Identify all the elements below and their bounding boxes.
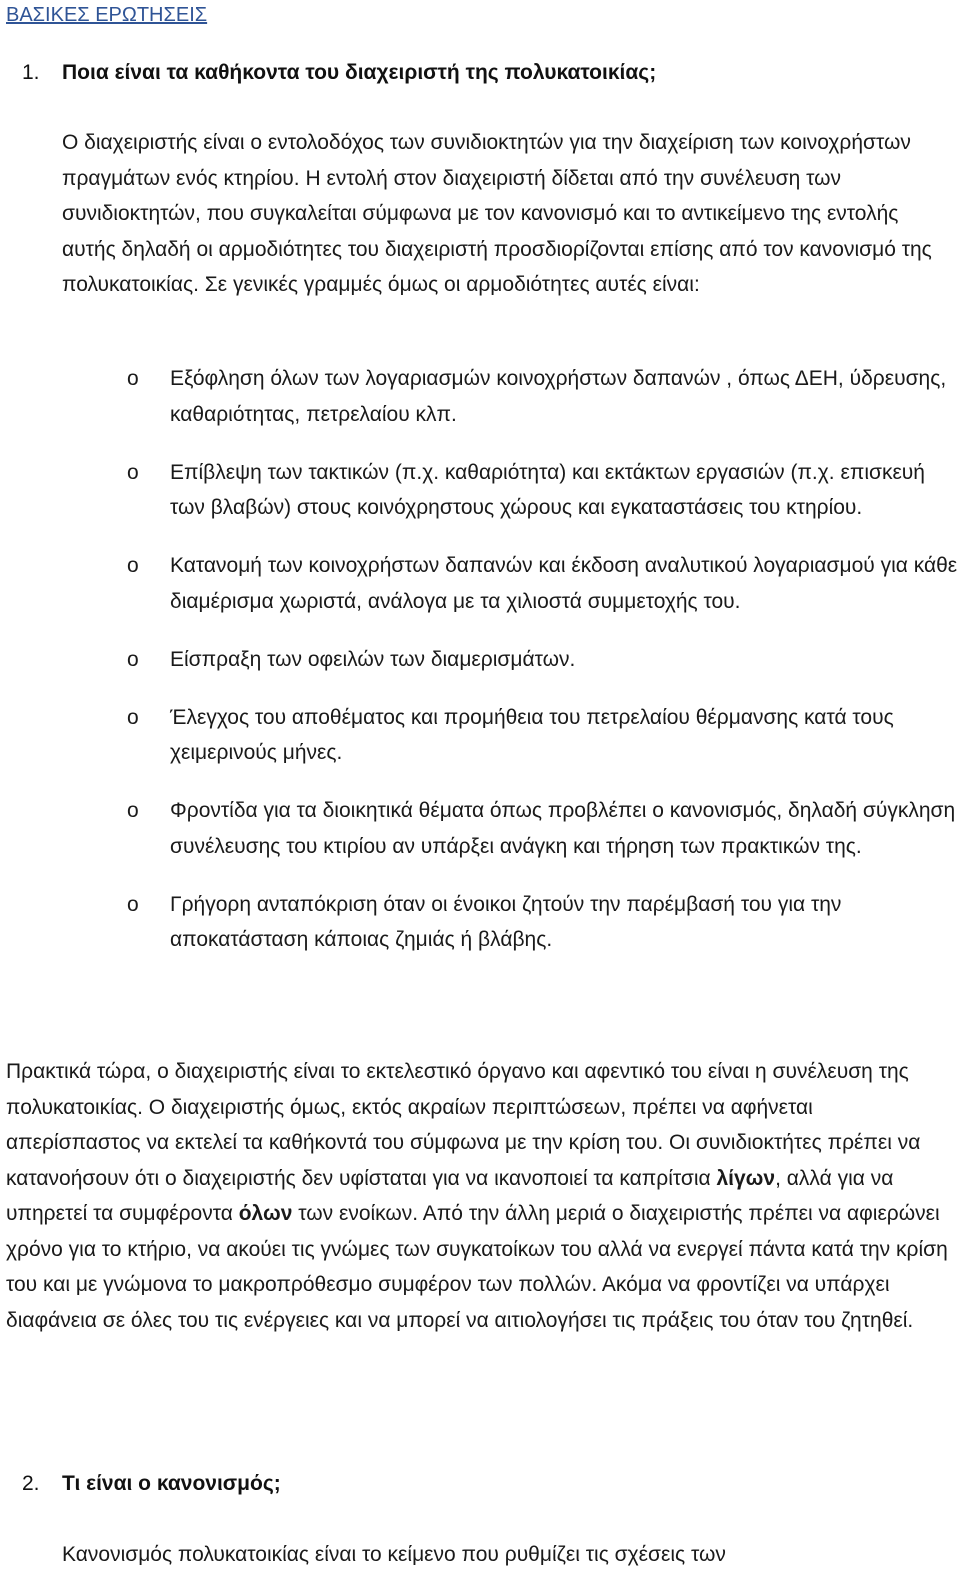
list-item-text: Έλεγχος του αποθέματος και προμήθεια του πετρελαίου θέρμανσης κατά τους χειμερινούς μήνες.	[170, 705, 894, 764]
question-1-text: Ποια είναι τα καθήκοντα του διαχειριστή της πολυκατοικίας;	[62, 61, 657, 84]
question-1-number: 1.	[22, 61, 40, 84]
question-1-intro: Ο διαχειριστής είναι ο εντολοδόχος των συνιδιοκτητών για την διαχείριση των κοινοχρήστων πραγμάτων ενός κτηρίου. Η εντολή στον διαχειριστή δίδεται από την συνέλευση των συνιδιοκτητών, που συγκαλείται σύμφωνα με τον κανονισμό και το αντικείμενο της εντολής αυτής δηλαδή οι αρμοδιότητες του διαχειριστή προσδιορίζονται επίσης από τον κανονισμό της πολυκατοικίας. Σε γενικές γραμμές όμως οι αρμοδιότητες αυτές είναι:	[62, 131, 932, 296]
list-item	[0, 793, 960, 864]
list-item	[0, 455, 960, 526]
list-item	[0, 361, 960, 432]
bullet-marker: o	[127, 705, 139, 729]
bullet-marker: o	[127, 554, 139, 577]
bullet-marker: o	[127, 647, 139, 671]
closing-text-2: , αλλά για να υπηρετεί τα συμφέροντα	[6, 1166, 894, 1225]
closing-text-3: των ενοίκων. Από την άλλη μεριά ο διαχειριστής πρέπει να αφιερώνει χρόνο για το κτήριο, να ακούει τις γνώμες των συγκατοίκων του αλλά να ενεργεί πάντα κατά την κρίση του και με γνώμονα το μακροπρόθεσμο συμφέρον των πολλών. Ακόμα να φροντίζει να υπάρχει διαφάνεια σε όλες του τις ενέργειες και να μπορεί να αιτιολογήσει τις πράξεις του όταν του ζητηθεί.	[6, 1202, 948, 1332]
closing-bold-few: λίγων	[716, 1166, 776, 1190]
bullet-marker: o	[127, 460, 139, 484]
question-1-closing	[6, 1054, 951, 1338]
bullet-marker: o	[127, 799, 139, 822]
list-item-text: Εξόφληση όλων των λογαριασμών κοινοχρήστων δαπανών , όπως ΔΕΗ, ύδρευσης, καθαριότητας, πετρελαίου κλπ.	[170, 367, 947, 426]
duties-list	[0, 361, 960, 980]
list-item-text: Φροντίδα για τα διοικητικά θέματα όπως προβλέπει ο κανονισμός, δηλαδή σύγκληση συνέλευσης του κτιρίου αν υπάρξει ανάγκη και τήρηση των πρακτικών της.	[170, 799, 956, 858]
list-item-text: Γρήγορη ανταπόκριση όταν οι ένοικοι ζητούν την παρέμβασή του για την αποκατάσταση κάποιας ζημιάς ή βλάβης.	[170, 892, 842, 951]
list-item	[0, 642, 960, 678]
question-2-text: Τι είναι ο κανονισμός;	[62, 1472, 281, 1495]
bullet-marker: o	[127, 367, 139, 390]
list-item-text: Κατανομή των κοινοχρήστων δαπανών και έκδοση αναλυτικού λογαριασμού για κάθε διαμέρισμα χωριστά, ανάλογα με τα χιλιοστά συμμετοχής του.	[170, 554, 958, 613]
list-item	[0, 548, 960, 619]
bullet-marker: o	[127, 892, 139, 916]
question-2-intro: Κανονισμός πολυκατοικίας είναι το κείμενο που ρυθμίζει τις σχέσεις των	[62, 1543, 726, 1566]
list-item	[0, 887, 960, 958]
page-title-link[interactable]: ΒΑΣΙΚΕΣ ΕΡΩΤΗΣΕΙΣ	[6, 4, 208, 26]
question-1-heading	[22, 60, 656, 86]
question-2-number: 2.	[22, 1472, 40, 1495]
list-item-text: Επίβλεψη των τακτικών (π.χ. καθαριότητα) και εκτάκτων εργασιών (π.χ. επισκευή των βλαβών) στους κοινόχρηστους χώρους και εγκαταστάσεις του κτηρίου.	[170, 460, 925, 519]
list-item	[0, 700, 960, 771]
closing-bold-all: όλων	[238, 1202, 293, 1225]
question-2-heading	[22, 1471, 281, 1497]
list-item-text: Είσπραξη των οφειλών των διαμερισμάτων.	[170, 647, 576, 671]
closing-text-1: Πρακτικά τώρα, ο διαχειριστής είναι το εκτελεστικό όργανο και αφεντικό του είναι η συνέλευση της πολυκατοικίας. Ο διαχειριστής όμως, εκτός ακραίων περιπτώσεων, πρέπει να αφήνεται απερίσπαστος να εκτελεί τα καθήκοντά του σύμφωνα με την κρίση του. Οι συνιδιοκτήτες πρέπει να κατανοήσουν ότι ο διαχειριστής δεν υφίσταται για να ικανοποιεί τα καπρίτσια	[6, 1060, 921, 1190]
